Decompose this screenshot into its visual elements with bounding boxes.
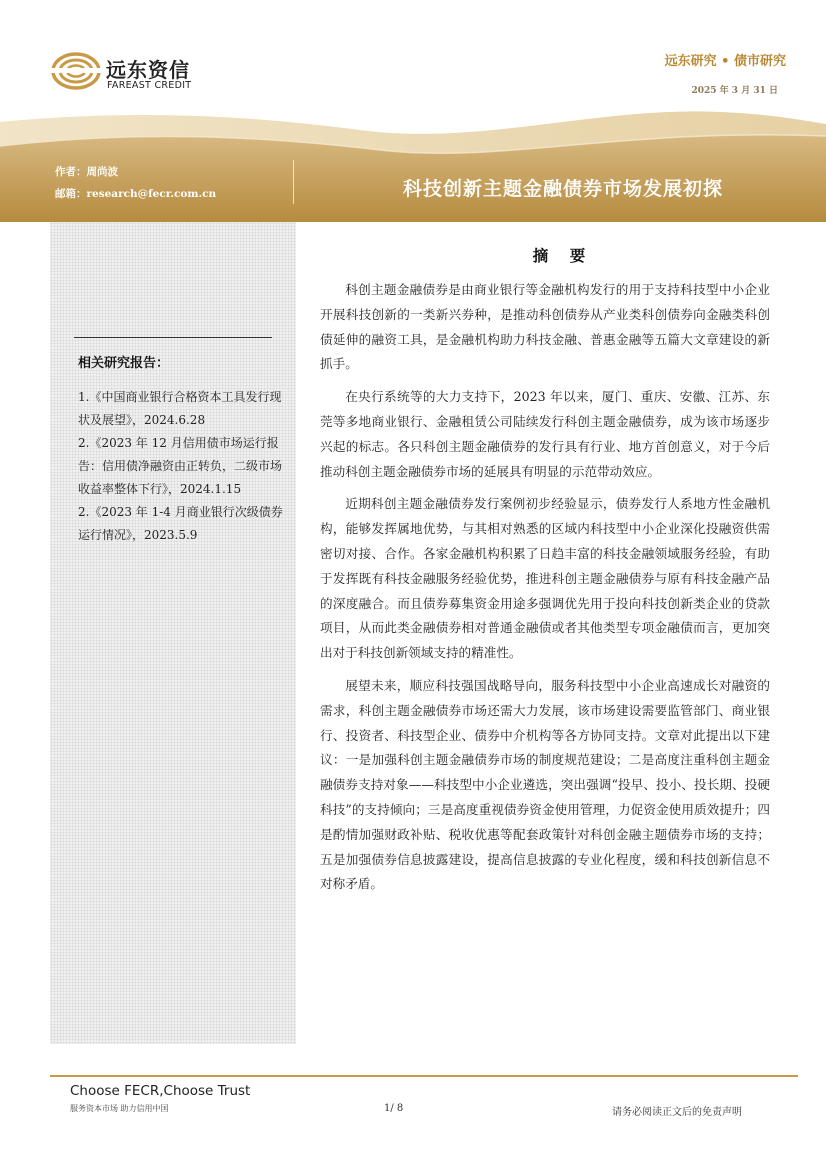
author-line: 作者：周尚波 — [55, 166, 118, 178]
abstract-paragraph: 近期科创主题金融债券发行案例初步经验显示，债券发行人系地方性金融机构，能够发挥属地优势，与其相对熟悉的区域内科技型中小企业深化投融资供需密切对接、合作。各家金融机构积累了日趋丰富的科技金融领域服务经验，有助于发挥既有科技金融服务经验优势，推进科创主题金融债券与原有科技金融产品的深度融合。而且债券募集资金用途多强调优先用于投向科技创新类企业的贷款项目，从而此类金融债券相对普通金融债或者其他类型专项金融债而言，更加突出对于科技创新领域支持的精准性。 — [320, 496, 770, 661]
report-date: 2025 年 3 月 31 日 — [691, 86, 778, 96]
logo-chinese-name: 远东资信 — [106, 58, 190, 82]
banner-divider — [293, 160, 294, 204]
footer-divider — [50, 1075, 798, 1077]
related-report-item: 2.《2023 年 1-4 月商业银行次级债券运行情况》，2023.5.9 — [78, 505, 283, 542]
abstract-body — [320, 278, 770, 905]
sidebar-divider — [74, 337, 272, 338]
report-series: 远东研究 • 债市研究 — [664, 54, 786, 69]
sidebar-related-reports — [50, 222, 296, 1044]
title-banner — [0, 100, 826, 222]
abstract-paragraph: 在央行系统等的大力支持下，2023 年以来，厦门、重庆、安徽、江苏、东莞等多地商业银行、金融租赁公司陆续发行科创主题金融债券，成为该市场逐步兴起的标志。各只科创主题金融债券的发行具有行业、地方首创意义，对于今后推动科创主题金融债券市场的延展具有明显的示范带动效应。 — [320, 389, 770, 479]
footer-slogan: Choose FECR,Choose Trust — [70, 1083, 251, 1099]
document-title: 科技创新主题金融债券市场发展初探 — [402, 178, 723, 200]
page-number: 1/ 8 — [384, 1103, 404, 1114]
related-report-item: 1.《中国商业银行合格资本工具发行现状及展望》，2024.6.28 — [78, 390, 282, 427]
sidebar-heading: 相关研究报告： — [78, 356, 170, 371]
abstract-paragraph: 科创主题金融债券是由商业银行等金融机构发行的用于支持科技型中小企业开展科技创新的一类新兴券种，是推动科创债券从产业类科创债券向金融类科创债延伸的融资工具，是金融机构助力科技金融、普惠金融等五篇大文章建设的新抓手。 — [320, 282, 770, 372]
footer-slogan-subtitle: 服务资本市场 助力信用中国 — [70, 1104, 169, 1113]
banner-wave-background — [0, 100, 826, 222]
abstract-paragraph: 展望未来，顺应科技强国战略导向，服务科技型中小企业高速成长对融资的需求，科创主题金融债券市场还需大力发展，该市场建设需要监管部门、商业银行、投资者、科技型企业、债券中介机构等各方协同支持。文章对此提出以下建议：一是加强科创主题金融债券市场的制度规范建设；二是高度注重科创主题金融债券支持对象——科技型中小企业遴选，突出强调“投早、投小、投长期、投硬科技”的支持倾向；三是高度重视债券资金使用管理，力促资金使用质效提升；四是酌情加强财政补贴、税收优惠等配套政策针对科创金融主题债券市场的支持；五是加强债券信息披露建设，提高信息披露的专业化程度，缓和科技创新信息不对称矛盾。 — [320, 677, 770, 892]
related-reports-list — [78, 386, 283, 547]
email-line: 邮箱：research@fecr.com.cn — [55, 188, 217, 200]
related-report-item: 2.《2023 年 12 月信用债市场运行报告：信用债净融资由正转负，二级市场收益率整体下行》，2024.1.15 — [78, 436, 283, 496]
abstract-heading: 摘 要 — [532, 246, 594, 265]
footer-disclaimer: 请务必阅读正文后的免责声明 — [612, 1107, 742, 1118]
company-logo — [50, 50, 250, 96]
logo-english-name: FAREAST CREDIT — [107, 80, 192, 91]
fareast-credit-logo-icon — [50, 50, 102, 92]
